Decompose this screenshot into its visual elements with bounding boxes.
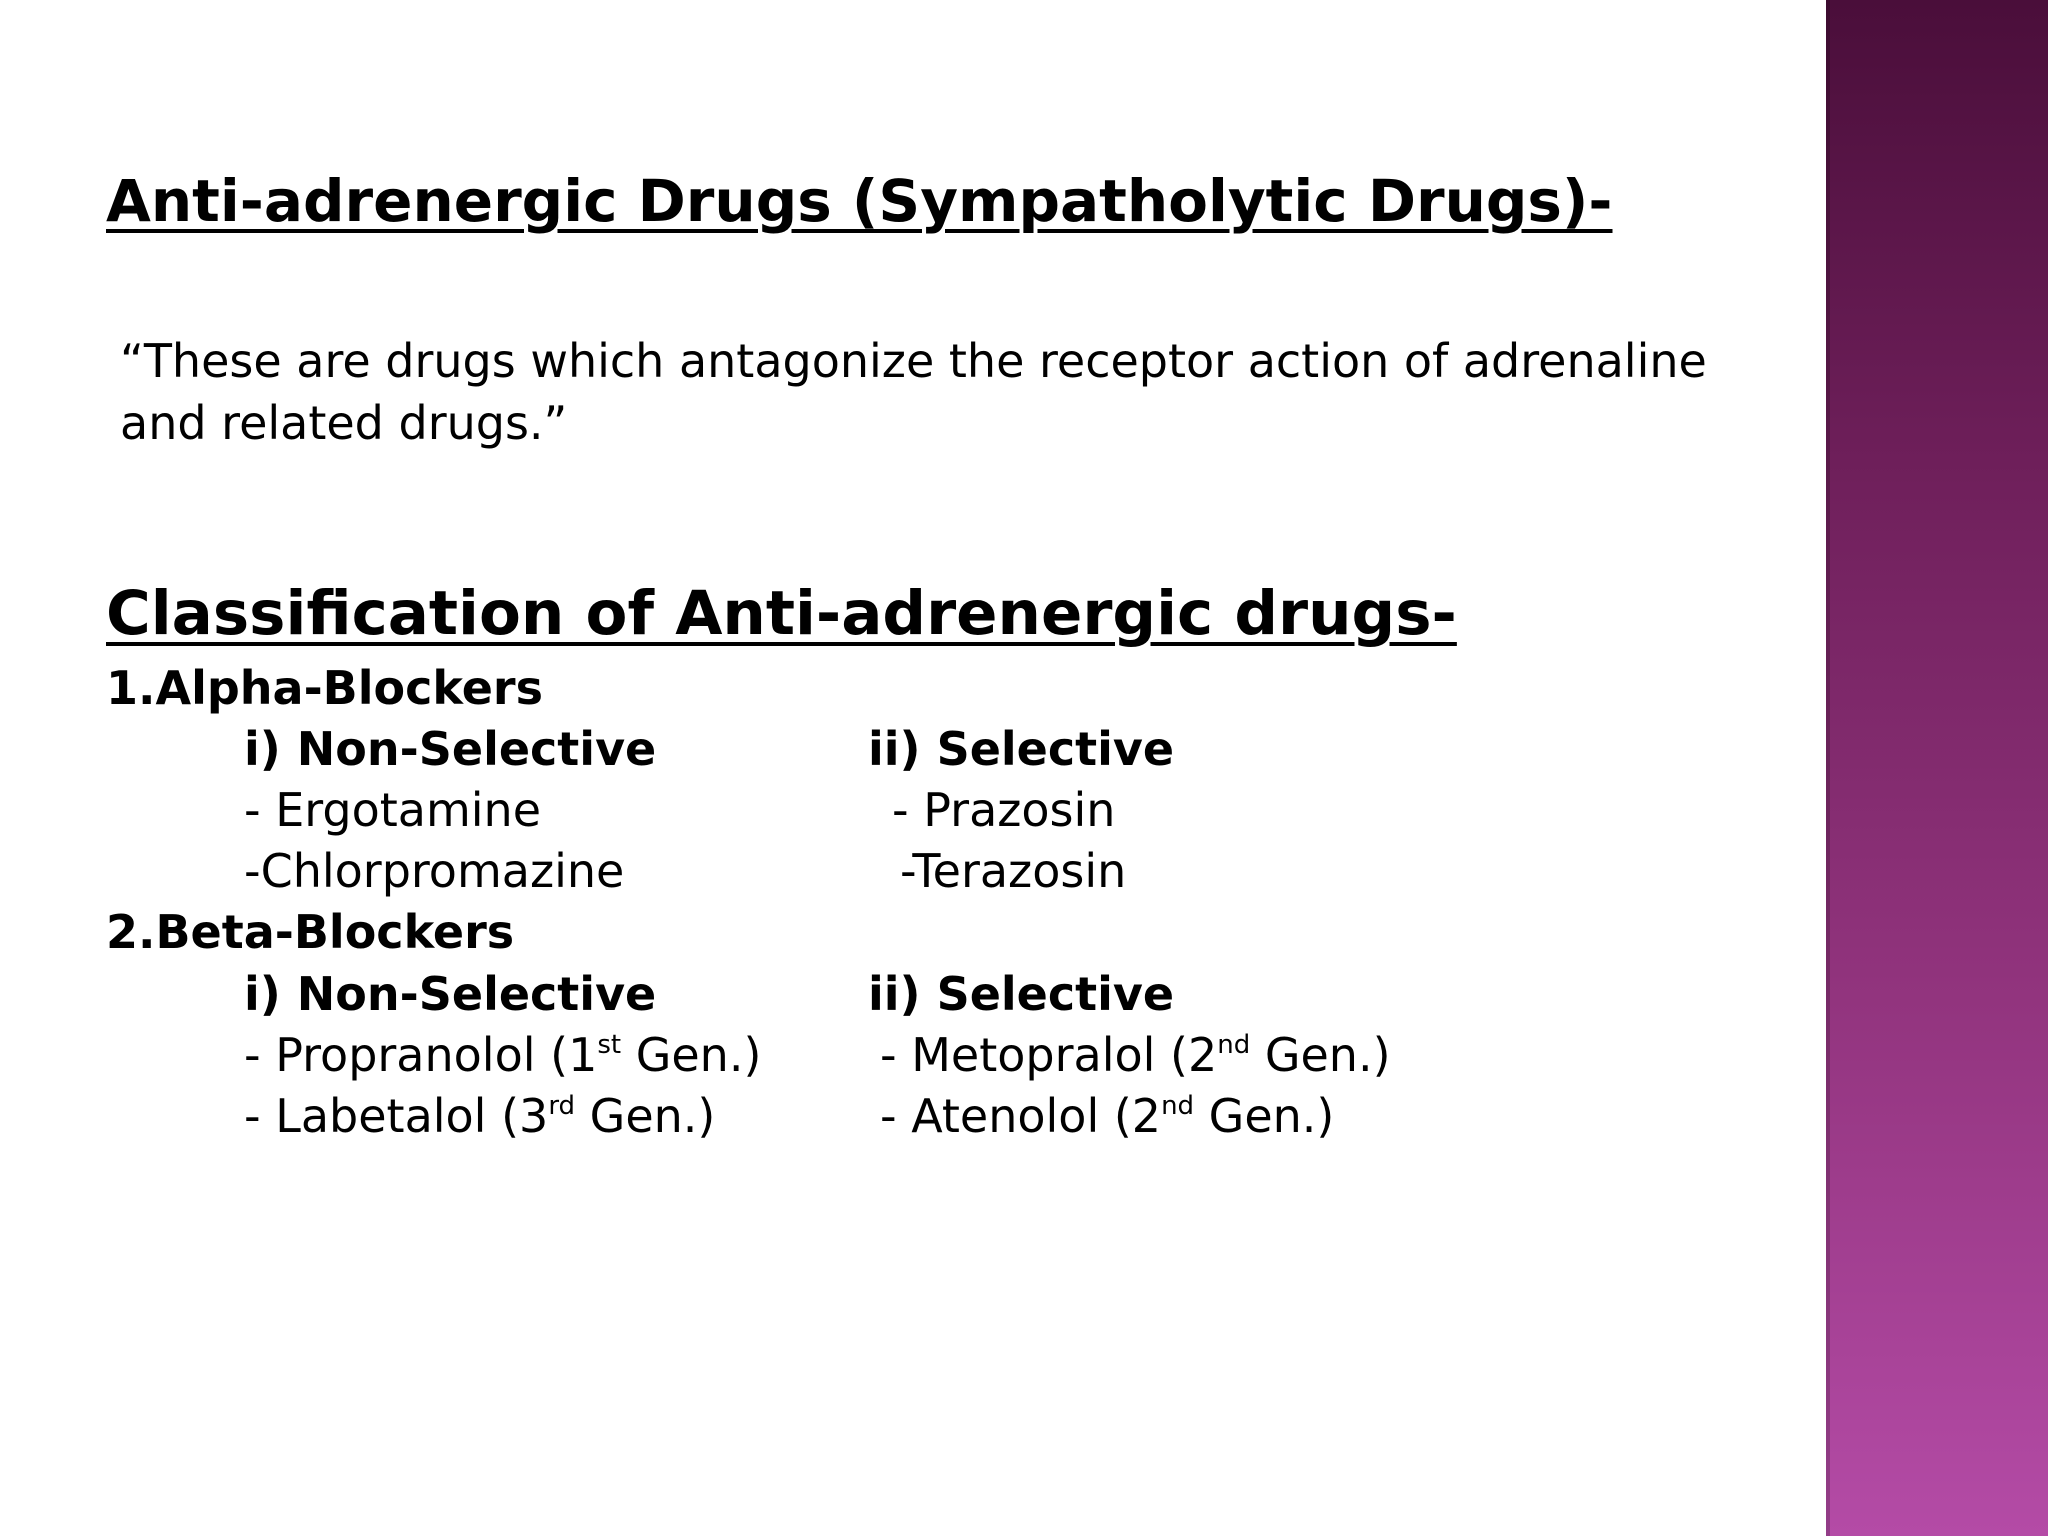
alpha-non-selective-item: - Ergotamine <box>244 783 542 837</box>
beta-selective-label: ii) Selective <box>868 967 1175 1021</box>
beta-selective-item <box>880 1088 1334 1144</box>
alpha-non-selective-item: -Chlorpromazine <box>244 844 625 898</box>
drug-name: - Propranolol (1 <box>244 1028 598 1082</box>
drug-name: - Atenolol (2 <box>880 1089 1162 1143</box>
drug-name: - Labetalol (3 <box>244 1089 549 1143</box>
slide-title: Anti-adrenergic Drugs (Sympatholytic Drugs)- <box>106 167 1613 235</box>
generation-text: Gen.) <box>575 1089 716 1143</box>
ordinal-suffix: rd <box>548 1091 576 1121</box>
alpha-selective-item: - Prazosin <box>892 783 1116 837</box>
ordinal-suffix: nd <box>1161 1091 1195 1121</box>
generation-text: Gen.) <box>621 1028 762 1082</box>
ordinal-suffix: st <box>597 1030 622 1060</box>
ordinal-suffix: nd <box>1217 1030 1251 1060</box>
beta-blockers-heading: 2.Beta-Blockers <box>106 905 515 959</box>
alpha-selective-label: ii) Selective <box>868 722 1175 776</box>
beta-non-selective-label: i) Non-Selective <box>244 967 657 1021</box>
alpha-blockers-heading: 1.Alpha-Blockers <box>106 661 543 715</box>
generation-text: Gen.) <box>1250 1028 1391 1082</box>
drug-name: - Metopralol (2 <box>880 1028 1218 1082</box>
generation-text: Gen.) <box>1194 1089 1335 1143</box>
alpha-selective-item: -Terazosin <box>900 844 1127 898</box>
classification-heading: Classification of Anti-adrenergic drugs- <box>106 578 1457 649</box>
decorative-side-bar <box>1826 0 2048 1536</box>
alpha-non-selective-label: i) Non-Selective <box>244 722 657 776</box>
definition-text: “These are drugs which antagonize the receptor action of adrenaline and related drugs.” <box>120 334 1707 450</box>
beta-selective-item <box>880 1027 1391 1083</box>
beta-non-selective-item <box>244 1088 715 1144</box>
beta-non-selective-item <box>244 1027 761 1083</box>
